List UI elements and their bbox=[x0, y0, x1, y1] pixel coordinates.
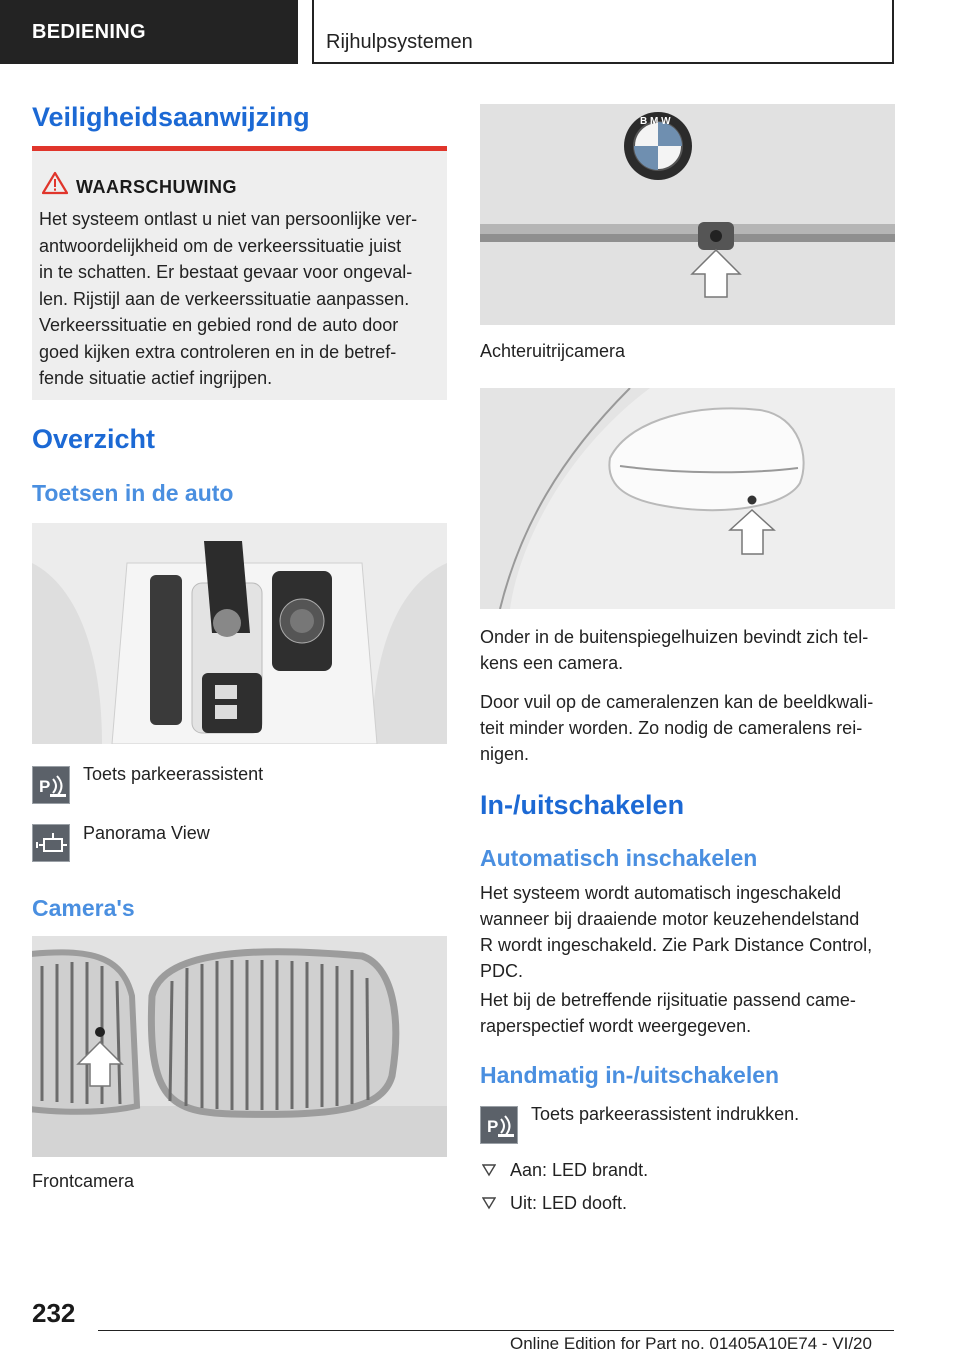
park-assist-button-image bbox=[32, 766, 70, 804]
dirt-text-line: teit minder worden. Zo nodig de cameralens rei- bbox=[480, 718, 863, 738]
safety-title: Veiligheidsaanwijzing bbox=[32, 102, 310, 132]
section-label: BEDIENING bbox=[0, 0, 298, 64]
overview-title: Overzicht bbox=[32, 424, 156, 454]
center-console-image bbox=[32, 523, 447, 744]
rear-camera-caption: Achteruitrijcamera bbox=[480, 341, 626, 361]
warning-line: fende situatie actief ingrijpen. bbox=[39, 368, 273, 388]
auto-text-2-line: raperspectief wordt weergegeven. bbox=[480, 1016, 752, 1036]
manual-text: Toets parkeerassistent indrukken. bbox=[531, 1104, 800, 1124]
auto-text bbox=[480, 880, 872, 984]
warning-line: goed kijken extra controleren en in de betref- bbox=[39, 341, 397, 362]
dirt-text-line: nigen. bbox=[480, 744, 530, 764]
mirror-text-line: Onder in de buitenspiegelhuizen bevindt zich tel- bbox=[480, 627, 869, 647]
park-assist-label: Toets parkeerassistent bbox=[83, 764, 264, 784]
side-mirror-image bbox=[480, 388, 895, 609]
manual-park-assist-button-image bbox=[480, 1106, 518, 1144]
auto-text-line: PDC. bbox=[480, 961, 524, 981]
page-header bbox=[0, 0, 960, 66]
buttons-title: Toetsen in de auto bbox=[32, 480, 234, 506]
panorama-view-label: Panorama View bbox=[83, 823, 210, 843]
svg-text:B M W: B M W bbox=[640, 116, 671, 127]
warning-line: antwoordelijkheid om de verkeerssituatie juist bbox=[39, 235, 402, 256]
panorama-view-icon bbox=[33, 825, 70, 862]
auto-text-line: Het systeem wordt automatisch ingeschakeld bbox=[480, 883, 842, 903]
cameras-title: Camera's bbox=[32, 895, 135, 921]
auto-text-2 bbox=[480, 987, 856, 1039]
auto-title: Automatisch inschakelen bbox=[480, 845, 758, 871]
warning-line: len. Rijstijl aan de verkeerssituatie aanpassen. bbox=[39, 288, 410, 309]
switch-title: In-/uitschakelen bbox=[480, 790, 685, 820]
auto-text-line: wanneer bij draaiende motor keuzehendelstand bbox=[480, 909, 860, 929]
footer-divider bbox=[98, 1330, 894, 1331]
auto-text-2-line: Het bij de betreffende rijsituatie passend came- bbox=[480, 990, 856, 1010]
bullet-text: Aan: LED brandt. bbox=[510, 1160, 649, 1180]
page-number: 232 bbox=[32, 1298, 76, 1328]
warning-box bbox=[32, 146, 447, 400]
warning-triangle-icon bbox=[42, 171, 68, 195]
svg-text:P: P bbox=[39, 777, 51, 796]
edition-text: Online Edition for Part no. 01405A10E74 - VI/20 bbox=[510, 1334, 872, 1353]
bullet-triangle-icon bbox=[482, 1163, 496, 1177]
warning-line: Verkeerssituatie en gebied rond de auto door bbox=[39, 315, 399, 335]
bullet-text: Uit: LED dooft. bbox=[510, 1193, 628, 1213]
dirt-text-line: Door vuil op de cameralenzen kan de beeldkwali- bbox=[480, 692, 874, 712]
svg-text:P: P bbox=[487, 1117, 499, 1136]
mirror-text bbox=[480, 624, 868, 676]
warning-line: in te schatten. Er bestaat gevaar voor ongeval- bbox=[39, 262, 413, 282]
bullet-triangle-icon bbox=[482, 1196, 496, 1210]
front-camera-image bbox=[32, 936, 447, 1157]
dirt-text bbox=[480, 689, 873, 767]
park-assist-icon bbox=[481, 1107, 518, 1144]
front-camera-caption: Frontcamera bbox=[32, 1171, 135, 1191]
mirror-text-line: kens een camera. bbox=[480, 653, 624, 673]
chapter-label: Rijhulpsystemen bbox=[312, 0, 894, 64]
rear-camera-image bbox=[480, 104, 895, 325]
auto-text-line: R wordt ingeschakeld. Zie Park Distance Control, bbox=[480, 935, 873, 955]
panorama-view-button-image bbox=[32, 824, 70, 862]
warning-text bbox=[39, 206, 444, 392]
manual-title: Handmatig in-/uitschakelen bbox=[480, 1062, 780, 1088]
warning-line: Het systeem ontlast u niet van persoonlijke ver- bbox=[39, 209, 418, 229]
park-assist-icon bbox=[33, 767, 70, 804]
warning-title: WAARSCHUWING bbox=[76, 177, 237, 197]
